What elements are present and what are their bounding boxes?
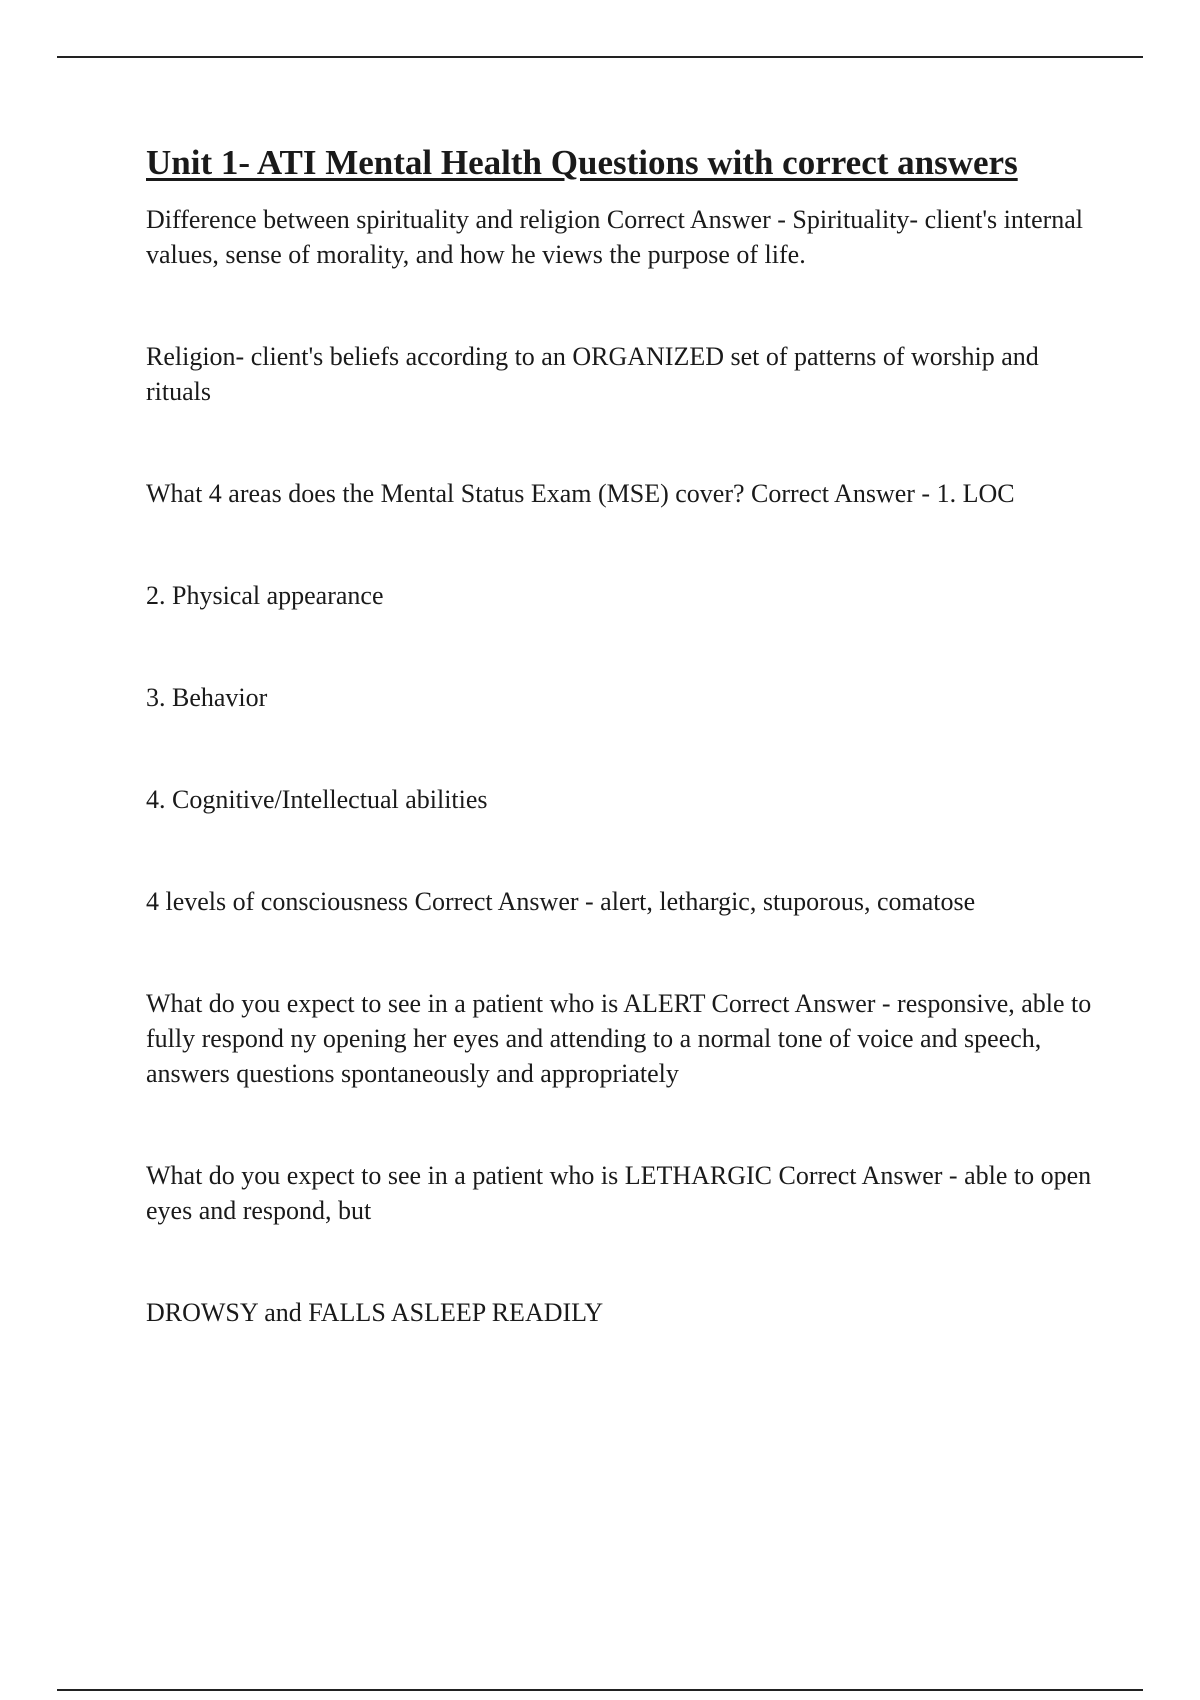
paragraph-drowsy-note: DROWSY and FALLS ASLEEP READILY [146,1298,604,1327]
paragraph-lethargic-patient: What do you expect to see in a patient who is LETHARGIC Correct Answer - able to open eyes and respond, but [146,1161,1092,1225]
paragraph-religion-definition: Religion- client's beliefs according to an ORGANIZED set of patterns of worship and rituals [146,342,1039,406]
paragraph-mse-item-3: 3. Behavior [146,683,268,712]
paragraph-spirituality-definition: Difference between spirituality and religion Correct Answer - Spirituality- client's internal values, sense of morality, and how he views the purpose of life. [146,205,1084,269]
paragraph-mse-item-2: 2. Physical appearance [146,581,384,610]
paragraph-consciousness-levels: 4 levels of consciousness Correct Answer - alert, lethargic, stuporous, comatose [146,887,976,916]
document-title: Unit 1- ATI Mental Health Questions with correct answers [146,143,1018,182]
header-rule [57,56,1143,58]
footer-rule [57,1689,1143,1691]
paragraph-mse-question: What 4 areas does the Mental Status Exam (MSE) cover? Correct Answer - 1. LOC [146,479,1015,508]
paragraph-alert-patient: What do you expect to see in a patient who is ALERT Correct Answer - responsive, able to fully respond ny opening her eyes and attending to a normal tone of voice and speech, answers questions spontaneously and appropriately [146,989,1092,1088]
paragraph-mse-item-4: 4. Cognitive/Intellectual abilities [146,785,488,814]
document-body [146,142,1096,1330]
